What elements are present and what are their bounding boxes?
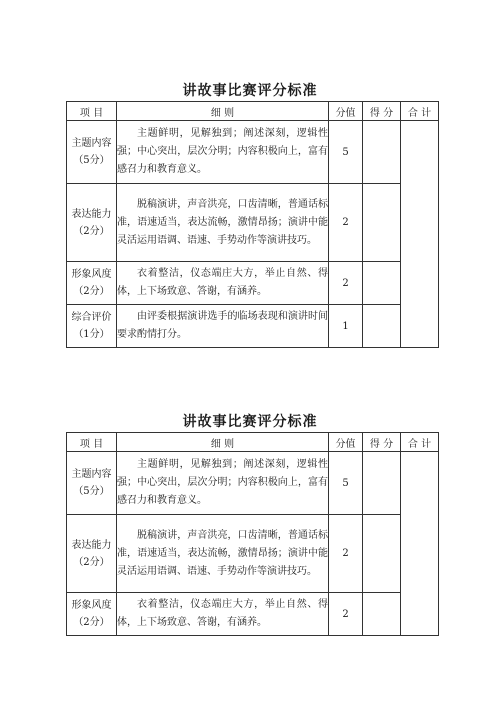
item-cell: 形象风度 （2分） <box>67 593 117 636</box>
header-total: 合 计 <box>401 102 439 121</box>
score-cell: 2 <box>329 515 363 593</box>
page-title: 讲故事比赛评分标准 <box>182 83 318 99</box>
got-score-cell[interactable] <box>363 184 401 262</box>
got-score-cell[interactable] <box>363 593 401 636</box>
got-score-cell[interactable] <box>363 262 401 305</box>
item-cell: 表达能力 （2分） <box>67 515 117 593</box>
got-score-cell[interactable] <box>363 305 401 348</box>
item-cell: 形象风度 （2分） <box>67 262 117 305</box>
header-detail: 细 则 <box>117 433 329 452</box>
table-row <box>67 121 439 184</box>
score-cell: 2 <box>329 184 363 262</box>
score-cell: 2 <box>329 262 363 305</box>
got-score-cell[interactable] <box>363 121 401 184</box>
detail-cell: 脱稿演讲，声音洪亮，口齿清晰，普通话标准，语速适当，表达流畅，激情昂扬；演讲中能灵活运用语调、语速、手势动作等演讲技巧。 <box>117 184 329 262</box>
got-score-cell[interactable] <box>363 452 401 515</box>
rubric-table <box>66 101 439 348</box>
page-title-copy: 讲故事比赛评分标准 <box>182 414 318 430</box>
score-cell: 5 <box>329 121 363 184</box>
detail-cell: 脱稿演讲，声音洪亮，口齿清晰，普通话标准，语速适当，表达流畅，激情昂扬；演讲中能灵活运用语调、语速、手势动作等演讲技巧。 <box>117 515 329 593</box>
score-cell: 2 <box>329 593 363 636</box>
item-cell: 表达能力 （2分） <box>67 184 117 262</box>
table-row <box>67 305 439 348</box>
total-score-cell[interactable] <box>401 452 439 636</box>
header-item: 项 目 <box>67 102 117 121</box>
header-total: 合 计 <box>401 433 439 452</box>
item-cell: 主题内容 （5分） <box>67 121 117 184</box>
got-score-cell[interactable] <box>363 515 401 593</box>
header-score: 分值 <box>329 102 363 121</box>
table-row <box>67 184 439 262</box>
score-cell: 5 <box>329 452 363 515</box>
header-got: 得 分 <box>363 433 401 452</box>
header-item: 项 目 <box>67 433 117 452</box>
header-detail: 细 则 <box>117 102 329 121</box>
detail-cell: 主题鲜明，见解独到；阐述深刻，逻辑性强；中心突出，层次分明；内容积极向上，富有感召力和教育意义。 <box>117 452 329 515</box>
header-got: 得 分 <box>363 102 401 121</box>
table-row <box>67 262 439 305</box>
table-row <box>67 593 439 636</box>
detail-cell: 衣着整洁，仪态端庄大方，举止自然、得体，上下场致意、答谢，有涵养。 <box>117 593 329 636</box>
score-cell: 1 <box>329 305 363 348</box>
detail-cell: 由评委根据演讲选手的临场表现和演讲时间要求酌情打分。 <box>117 305 329 348</box>
item-cell: 综合评价 （1分） <box>67 305 117 348</box>
total-score-cell[interactable] <box>401 121 439 348</box>
detail-cell: 主题鲜明，见解独到；阐述深刻，逻辑性强；中心突出，层次分明；内容积极向上，富有感召力和教育意义。 <box>117 121 329 184</box>
table-row <box>67 515 439 593</box>
rubric-table-copy <box>66 432 439 636</box>
header-score: 分值 <box>329 433 363 452</box>
detail-cell: 衣着整洁，仪态端庄大方，举止自然、得体，上下场致意、答谢，有涵养。 <box>117 262 329 305</box>
table-row <box>67 452 439 515</box>
item-cell: 主题内容 （5分） <box>67 452 117 515</box>
